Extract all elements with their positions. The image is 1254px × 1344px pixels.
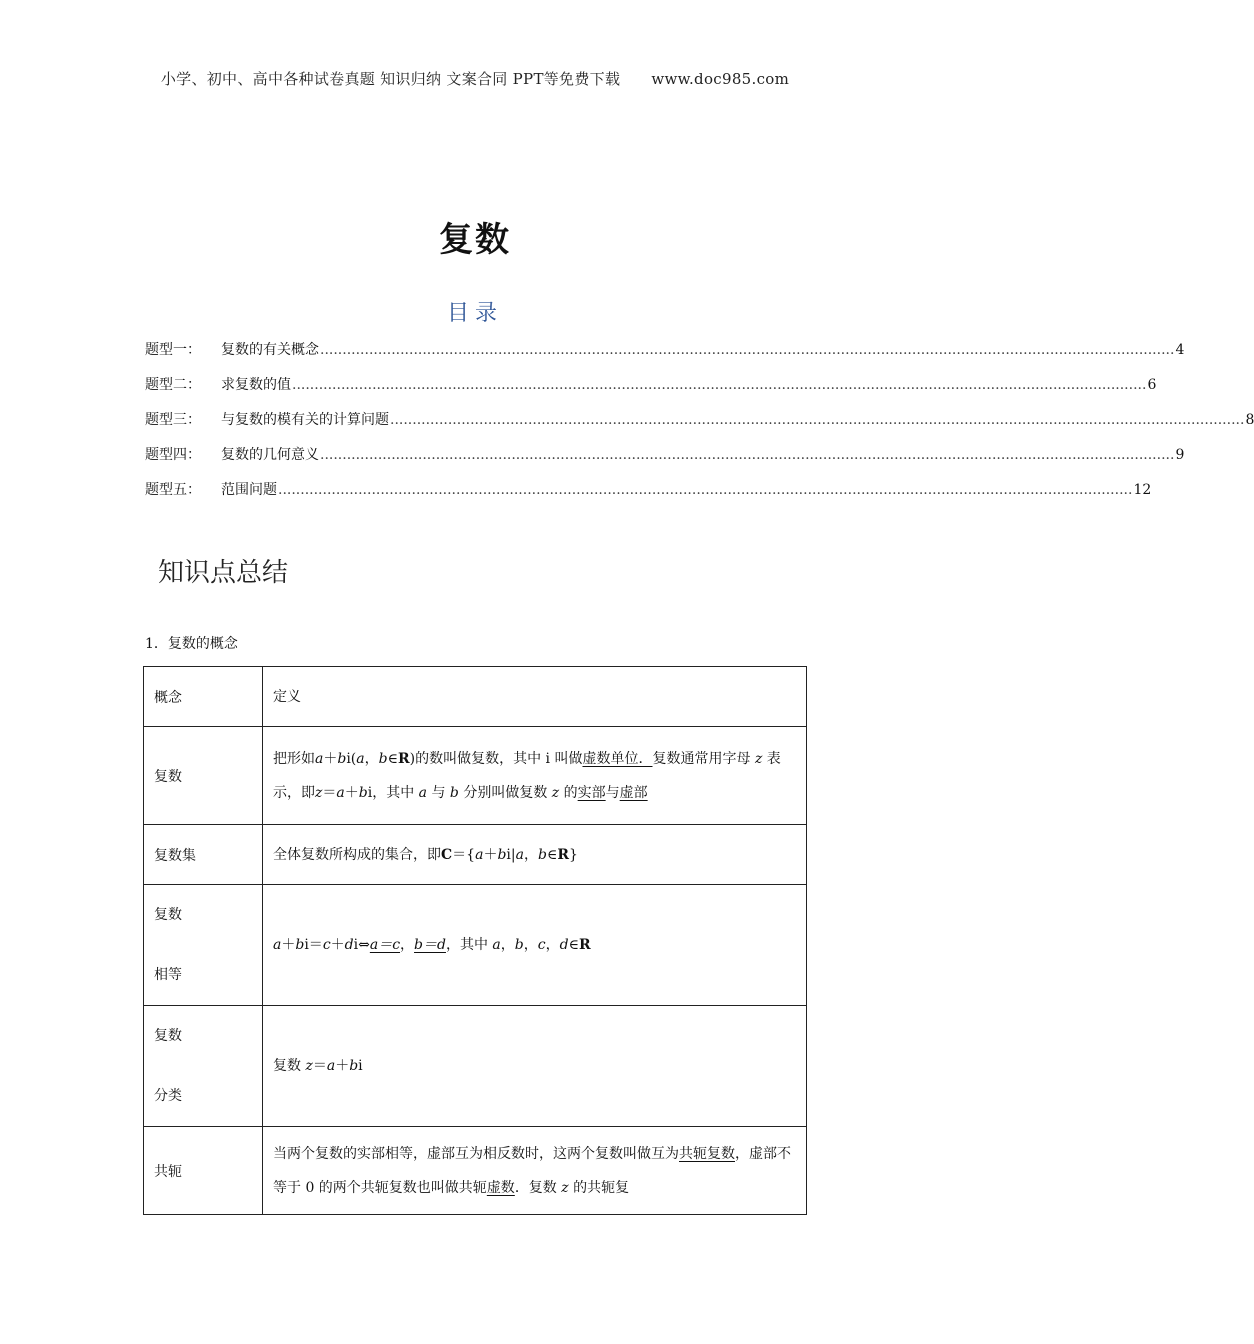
toc-item-label: 题型二： bbox=[145, 377, 201, 393]
table-row bbox=[144, 825, 807, 885]
toc-item[interactable] bbox=[145, 445, 1185, 480]
toc-leader-dots: ................................................................................................................................................................................................ bbox=[320, 342, 1175, 358]
toc-title: 目录 bbox=[446, 301, 503, 326]
underlined-term: b＝d bbox=[414, 937, 446, 953]
toc-item-text: 复数的几何意义 bbox=[221, 447, 319, 463]
page-title: 复数 bbox=[439, 220, 511, 260]
term-cell: 复数 bbox=[144, 727, 263, 825]
underlined-term: 共轭复数 bbox=[679, 1145, 735, 1162]
header-url[interactable]: www.doc985.com bbox=[651, 70, 790, 88]
toc-leader-dots: ................................................................................................................................................................................................ bbox=[292, 377, 1147, 393]
toc-item-text: 与复数的模有关的计算问题 bbox=[221, 412, 389, 428]
header-text: 小学、初中、高中各种试卷真题 知识归纳 文案合同 PPT等免费下载 bbox=[160, 70, 621, 88]
definition-cell: 全体复数所构成的集合，即C＝{a＋bi|a，b∈R} bbox=[263, 825, 807, 885]
page-header bbox=[0, 68, 950, 89]
term-cell: 复数 相等 bbox=[144, 885, 263, 1006]
section-title: 知识点总结 bbox=[158, 558, 289, 588]
toc-item-page: 6 bbox=[1147, 377, 1157, 393]
toc-item-text: 范围问题 bbox=[221, 482, 277, 498]
table-row bbox=[144, 1127, 807, 1215]
underlined-term: 实部 bbox=[577, 784, 606, 801]
table-row bbox=[144, 727, 807, 825]
underlined-term: a＝c bbox=[369, 937, 401, 953]
toc-item-label: 题型一： bbox=[145, 342, 201, 358]
toc-item[interactable] bbox=[145, 340, 1185, 375]
underlined-term: 虚数单位． bbox=[582, 750, 653, 767]
term-cell: 复数集 bbox=[144, 825, 263, 885]
toc-leader-dots: ................................................................................................................................................................................................ bbox=[278, 482, 1133, 498]
table-row bbox=[144, 885, 807, 1006]
header-cell-concept: 概念 bbox=[144, 667, 263, 727]
toc-item-page: 12 bbox=[1133, 482, 1152, 498]
toc-item-label: 题型三： bbox=[145, 412, 201, 428]
toc-item-label: 题型四： bbox=[145, 447, 201, 463]
definition-cell: a＋bi＝c＋di⇔a＝c，b＝d，其中 a，b，c，d∈R bbox=[263, 885, 807, 1006]
toc-leader-dots: ................................................................................................................................................................................................ bbox=[320, 447, 1175, 463]
toc-item-page: 9 bbox=[1175, 447, 1185, 463]
table-of-contents bbox=[145, 340, 1254, 515]
underlined-term: 虚部 bbox=[619, 784, 648, 801]
toc-item-page: 8 bbox=[1245, 412, 1254, 428]
toc-item-text: 求复数的值 bbox=[221, 377, 291, 393]
term-cell: 复数 分类 bbox=[144, 1006, 263, 1127]
toc-item[interactable] bbox=[145, 375, 1157, 410]
toc-leader-dots: ................................................................................................................................................................................................ bbox=[390, 412, 1245, 428]
header-cell-definition: 定义 bbox=[263, 667, 807, 727]
definition-cell: 当两个复数的实部相等，虚部互为相反数时，这两个复数叫做互为共轭复数，虚部不等于 0 的两个共轭复数也叫做共轭虚数．复数 z 的共轭复 bbox=[263, 1127, 807, 1215]
toc-item-page: 4 bbox=[1175, 342, 1185, 358]
concept-table bbox=[143, 666, 807, 1215]
definition-cell: 复数 z＝a＋bi bbox=[263, 1006, 807, 1127]
term-cell: 共轭 bbox=[144, 1127, 263, 1215]
table-row bbox=[144, 1006, 807, 1127]
underlined-term: 虚数 bbox=[486, 1179, 515, 1196]
subsection-title: 1．复数的概念 bbox=[145, 636, 238, 652]
table-header-row bbox=[144, 667, 807, 727]
toc-item-label: 题型五： bbox=[145, 482, 201, 498]
toc-item-text: 复数的有关概念 bbox=[221, 342, 319, 358]
definition-cell: 把形如a＋bi(a，b∈R)的数叫做复数，其中 i 叫做虚数单位．复数通常用字母 z 表示，即z＝a＋bi，其中 a 与 b 分别叫做复数 z 的实部与虚部 bbox=[263, 727, 807, 825]
toc-item[interactable] bbox=[145, 410, 1254, 445]
toc-item[interactable] bbox=[145, 480, 1152, 515]
